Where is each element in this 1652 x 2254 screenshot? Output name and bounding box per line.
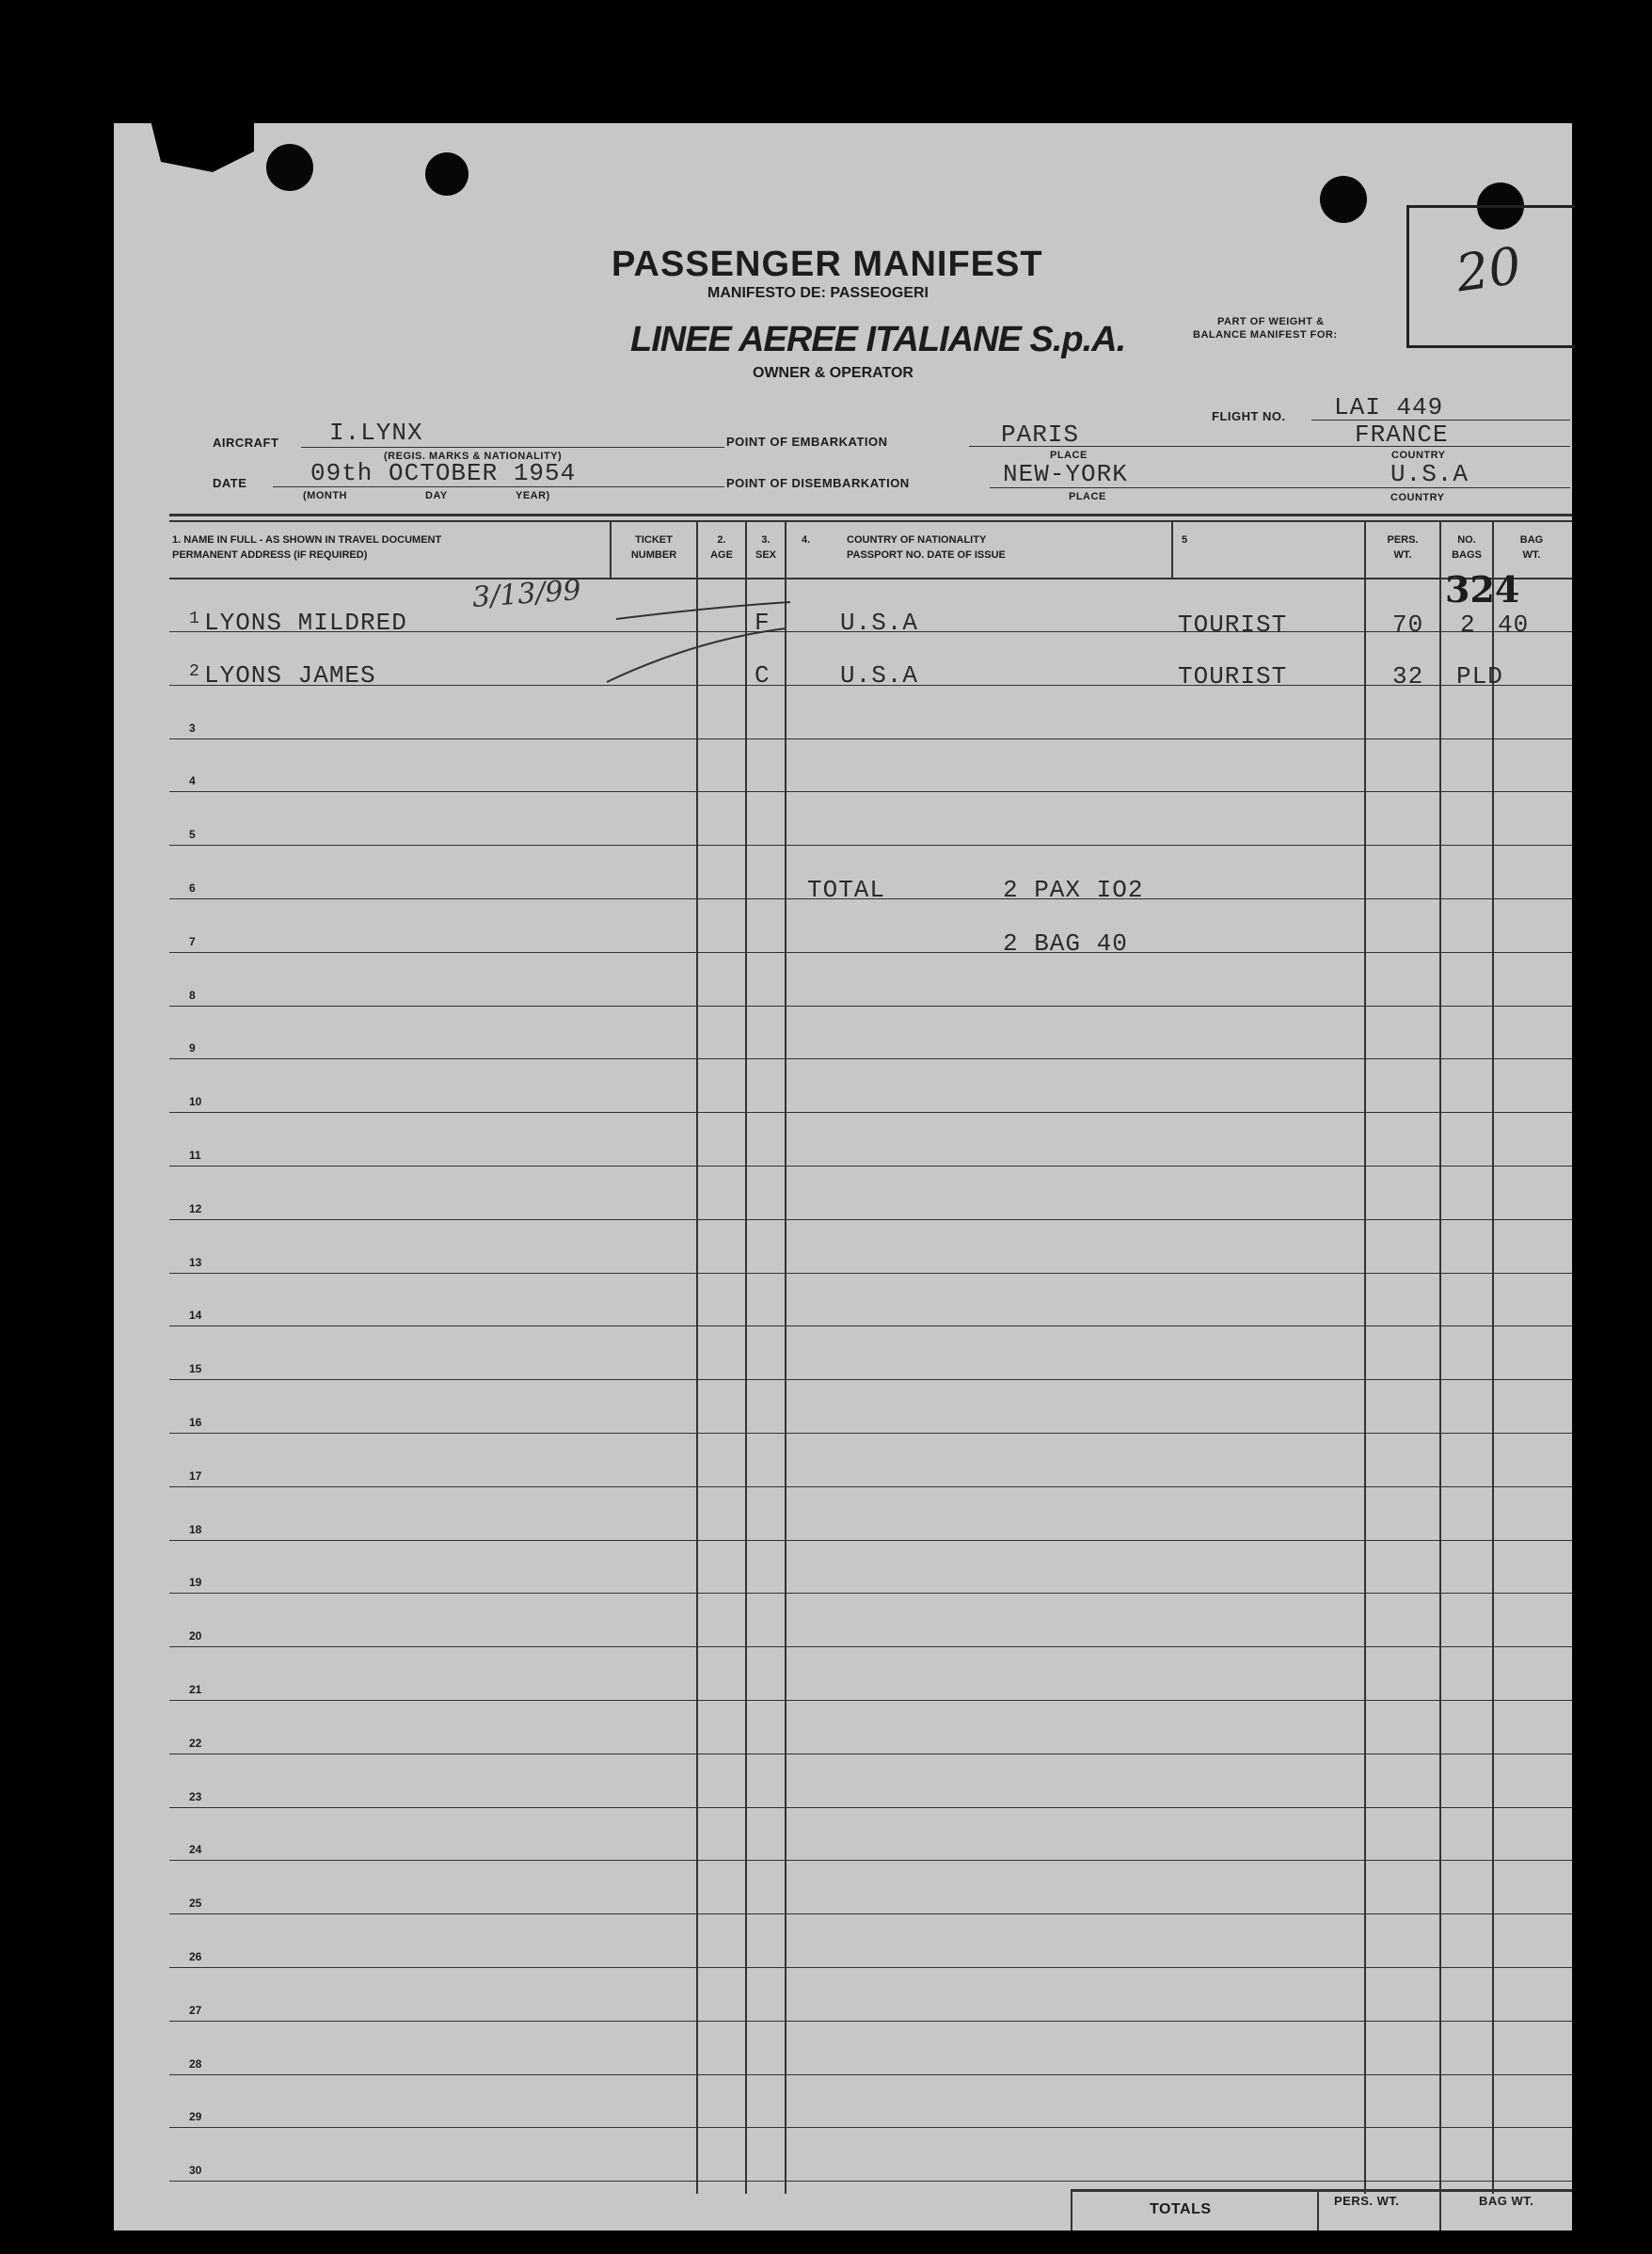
row-number: 20 [189,1629,202,1643]
col-header-5: 5 [1182,534,1188,546]
pax1-class: TOURIST [1178,611,1288,639]
row-number: 15 [189,1362,202,1375]
row-number: 24 [189,1843,202,1856]
col-header-ticket-1: TICKET [635,534,673,546]
date-sub-month: (MONTH [303,490,347,501]
manifest-subtitle: MANIFESTO DE: PASSEOGERI [707,285,929,301]
pax1-name: LYONS MILDRED [204,609,407,637]
pax2-name: LYONS JAMES [204,661,376,690]
flight-value: LAI 449 [1334,393,1444,421]
row-number: 23 [189,1790,202,1803]
aircraft-sub: (REGIS. MARKS & NATIONALITY) [384,451,563,462]
col-header-age-2: AGE [710,549,733,561]
row-number: 7 [189,935,196,948]
footer-divider-2 [1317,2189,1319,2230]
row-number: 4 [189,774,196,787]
col-header-bags-1: NO. [1457,534,1476,546]
flight-label: FLIGHT NO. [1212,409,1286,423]
disembark-country: U.S.A [1390,460,1469,488]
row-number: 5 [189,828,196,841]
row-number: 25 [189,1897,202,1910]
embark-country: FRANCE [1355,421,1449,449]
date-label: DATE [213,476,247,490]
airline-name: LINEE AEREE ITALIANE S.p.A. [630,320,1126,359]
footer-pers-wt: PERS. WT. [1334,2194,1400,2208]
disembark-value: NEW-YORK [1003,460,1128,488]
embark-place-label: PLACE [1050,450,1088,461]
footer-bag-wt: BAG WT. [1479,2194,1534,2208]
row-number: 30 [189,2164,202,2177]
col-header-ticket-2: NUMBER [630,549,677,561]
wb-label-1: PART OF WEIGHT & [1217,316,1325,327]
pax2-class: TOURIST [1178,662,1288,690]
col-header-sex-2: SEX [755,549,776,561]
aircraft-label: AIRCRAFT [213,436,279,450]
row-number: 8 [189,989,196,1002]
col-header-nat-2: PASSPORT NO. DATE OF ISSUE [847,549,1006,561]
embark-value: PARIS [1001,421,1080,449]
row-number: 27 [189,2004,202,2017]
col-header-pers-1: PERS. [1387,534,1419,546]
handwritten-date: 3/13/99 [470,574,582,614]
col-header-nat-num: 4. [802,534,811,546]
pax1-pers-wt: 70 [1392,611,1424,639]
footer-divider-3 [1439,2189,1441,2230]
wb-handwritten: 20 [1452,235,1525,304]
totals-note-pax: 2 PAX IO2 [1003,876,1144,904]
col-header-bagwt-1: BAG [1519,534,1544,546]
footer-totals: TOTALS [1150,2201,1212,2217]
row-number: 3 [189,722,196,735]
row-number: 19 [189,1576,202,1589]
pax2-bags: PLD [1456,662,1503,690]
pax2-pers-wt: 32 [1392,662,1424,690]
disembark-label: POINT OF DISEMBARKATION [726,476,910,490]
embark-label: POINT OF EMBARKATION [726,435,888,449]
row-number: 10 [189,1095,202,1108]
col-header-age-1: 2. [717,534,726,546]
row-number: 6 [189,881,196,895]
col-header-nat-1: COUNTRY OF NATIONALITY [847,534,987,546]
col-header-sex-1: 3. [761,534,770,546]
owner-label: OWNER & OPERATOR [753,365,913,381]
date-sub-year: YEAR) [516,490,550,501]
col-header-name-1: 1. NAME IN FULL - AS SHOWN IN TRAVEL DOCUMENT [172,534,442,546]
footer-rule [1071,2189,1572,2192]
row-number: 9 [189,1041,196,1055]
row-number: 28 [189,2057,202,2071]
manifest-title: PASSENGER MANIFEST [612,245,1043,284]
row-number: 29 [189,2110,202,2123]
pax1-nationality: U.S.A [840,609,919,637]
stamp-number: 324 [1445,568,1520,611]
col-header-bags-2: BAGS [1452,549,1482,561]
pax1-bags: 2 [1460,611,1476,639]
row-number: 22 [189,1737,202,1750]
pax2-nationality: U.S.A [840,661,919,690]
aircraft-value: I.LYNX [329,419,423,447]
row-number: 18 [189,1523,202,1536]
disembark-country-label: COUNTRY [1390,492,1445,503]
footer-divider-1 [1071,2189,1072,2230]
date-sub-day: DAY [425,490,448,501]
row-number: 21 [189,1683,202,1696]
row-number: 26 [189,1950,202,1963]
totals-note-bag: 2 BAG 40 [1003,929,1128,958]
disembark-place-label: PLACE [1069,491,1106,502]
date-value: 09th OCTOBER 1954 [310,459,577,487]
row-number: 14 [189,1309,202,1322]
col-header-bagwt-2: WT. [1522,549,1541,561]
pax2-sex: C [755,661,770,690]
row-number: 17 [189,1469,202,1483]
col-header-pers-2: WT. [1393,549,1412,561]
col-header-name-2: PERMANENT ADDRESS (IF REQUIRED) [172,549,368,561]
pax1-num: 1 [189,610,200,628]
row-number: 11 [189,1149,201,1162]
wb-label-2: BALANCE MANIFEST FOR: [1193,329,1338,341]
totals-note-label: TOTAL [807,876,886,904]
row-number: 12 [189,1202,202,1215]
row-number: 13 [189,1256,202,1269]
row-number: 16 [189,1416,202,1429]
pax1-sex: F [755,609,770,637]
pax1-bag-wt: 40 [1498,611,1530,639]
pax2-num: 2 [189,662,200,681]
embark-country-label: COUNTRY [1391,450,1446,461]
